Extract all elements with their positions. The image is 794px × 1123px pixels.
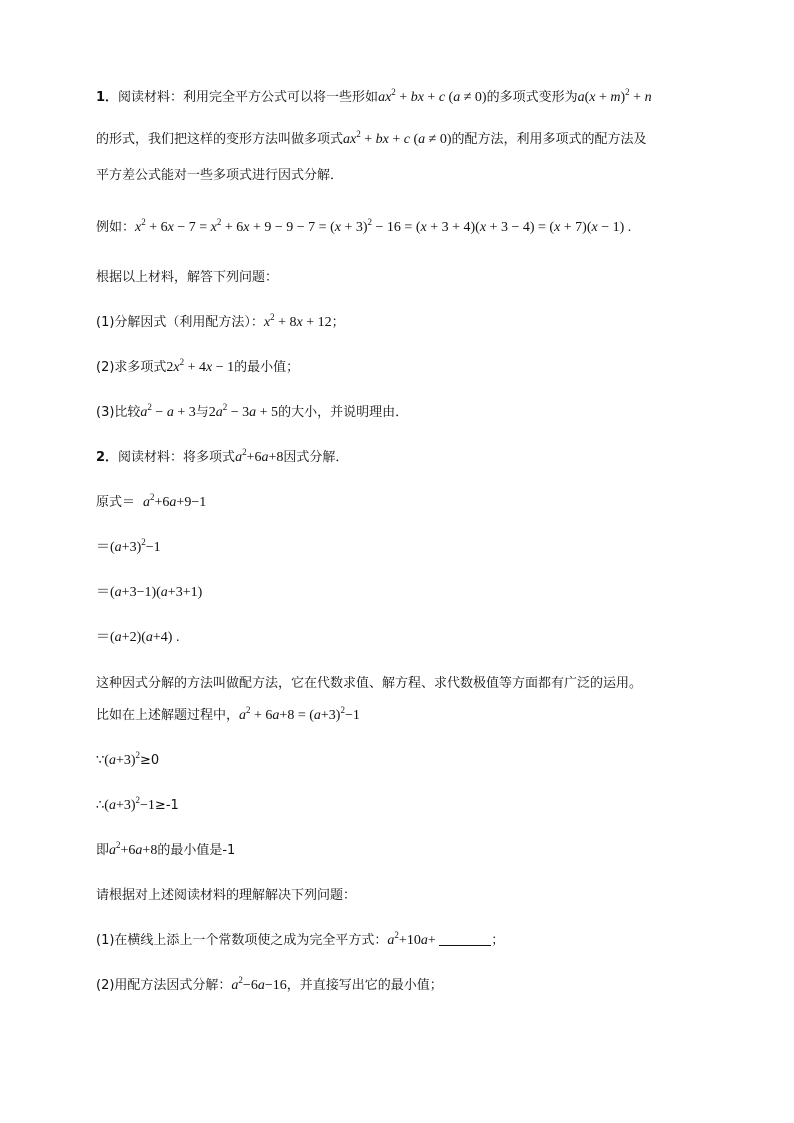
p1-q3-expr-a: $a^2 - a + 3$ xyxy=(140,402,196,420)
p2-q1-end: ； xyxy=(491,933,505,948)
p1-q3-prefix: (3)比较 xyxy=(96,405,141,420)
p2-example-prefix: 比如在上述解题过程中， xyxy=(96,708,240,723)
p1-q3-suffix: 的大小，并说明理由． xyxy=(278,405,409,420)
p2-ineq1: ≥0 xyxy=(140,753,160,768)
p2-example-expr: $a^2 + 6a+8 = (a+3)^2-1$ xyxy=(239,705,360,723)
p1-q1-end: ； xyxy=(331,315,345,330)
p2-conclusion-a: 即 xyxy=(96,843,110,858)
p2-because-expr: $(a+3)^2$ xyxy=(104,750,141,768)
p1-line3 xyxy=(96,166,343,186)
p1-q2 xyxy=(96,358,299,378)
p2-step2-expr: ＝(a+3−1)(a+3+1) xyxy=(96,585,203,600)
p2-conclusion-expr: $a^2+6a+8$ xyxy=(109,840,158,858)
p1-example-label: 例如： xyxy=(96,220,136,235)
p1-intro-d: 的配方法，利用多项式的配方法及 xyxy=(451,132,647,147)
p1-example-expr: $x^2 + 6x - 7 = x^2 + 6x + 9 - 9 - 7 = (x + 3)^2 - 16 = (x + 3 + 4)(x + 3 - 4) = (x + 7)(x - 1)$ . xyxy=(135,217,632,235)
p1-line2 xyxy=(96,130,647,150)
answer-blank[interactable] xyxy=(439,933,491,946)
p1-form-expr-2: $ax^2$ + bx + c (a ≠ 0) xyxy=(343,129,452,147)
p1-q1-prefix: (1)分解因式（利用配方法）： xyxy=(96,315,264,330)
p1-q3-expr-b: $2a^2 - 3a + 5$ xyxy=(208,402,279,420)
p2-step1 xyxy=(96,538,161,558)
p2-step2 xyxy=(96,583,202,603)
p1-q2-suffix: 的最小值； xyxy=(234,360,300,375)
p2-explain-text: 这种因式分解的方法叫做配方法，它在代数求值、解方程、求代数极值等方面都有广泛的运用。 xyxy=(96,676,643,691)
p2-intro-a: 阅读材料：将多项式 xyxy=(118,450,236,465)
p1-form-expr: $ax^2$ + bx + c (a ≠ 0) xyxy=(378,87,487,105)
p2-step3-expr: ＝(a+2)(a+4) . xyxy=(96,630,180,645)
p1-q3 xyxy=(96,403,408,423)
p2-q2-prefix: (2)用配方法因式分解： xyxy=(96,978,232,993)
p2-step0 xyxy=(96,493,206,513)
p1-intro-b: 的多项式变形为 xyxy=(486,90,578,105)
p1-q2-prefix: (2)求多项式 xyxy=(96,360,167,375)
p1-intro-c: 的形式，我们把这样的变形方法叫做多项式 xyxy=(96,132,344,147)
p2-example xyxy=(96,706,360,726)
p1-number: 1． xyxy=(96,90,119,105)
p2-therefore-expr: $(a+3)^2-1$ xyxy=(104,795,155,813)
p2-poly: $a^2+6a+8$ xyxy=(235,447,284,465)
p2-therefore xyxy=(96,796,179,816)
p1-target-expr: $a(x + m)^2 + n$ xyxy=(577,87,652,105)
p2-q1-prefix: (1)在横线上添上一个常数项使之成为完全平方式： xyxy=(96,933,388,948)
p2-explain xyxy=(96,674,642,694)
p2-guide xyxy=(96,886,356,906)
p1-line1 xyxy=(96,88,652,108)
p2-because xyxy=(96,751,159,771)
p2-conclusion-b: 的最小值是-1 xyxy=(157,843,236,858)
p1-guide-text: 根据以上材料，解答下列问题： xyxy=(96,270,279,285)
p2-number: 2． xyxy=(96,450,119,465)
p2-q1-expr: $a^2+10a+$ xyxy=(387,930,440,948)
p1-intro-a: 阅读材料：利用完全平方公式可以将一些形如 xyxy=(118,90,379,105)
p1-q1 xyxy=(96,313,345,333)
p1-intro-e: 平方差公式能对一些多项式进行因式分解． xyxy=(96,168,344,183)
p2-q2-expr: $a^2-6a-16$ xyxy=(231,975,287,993)
p2-guide-text: 请根据对上述阅读材料的理解解决下列问题： xyxy=(96,888,357,903)
p1-q1-expr: $x^2 + 8x + 12$ xyxy=(263,312,332,330)
p2-ineq2: ≥-1 xyxy=(154,798,179,813)
p1-example xyxy=(96,218,631,238)
p2-step3 xyxy=(96,628,179,648)
p2-q1 xyxy=(96,931,504,951)
p1-q3-mid: 与 xyxy=(195,405,209,420)
p2-step1-expr: $=(a+3)^2-1$ xyxy=(96,537,161,555)
p2-intro xyxy=(96,448,348,468)
p1-q2-expr: $2x^2 + 4x - 1$ xyxy=(166,357,235,375)
p2-q2-suffix: ，并直接写出它的最小值； xyxy=(286,978,443,993)
p2-intro-b: 因式分解． xyxy=(283,450,349,465)
p2-therefore-symbol: ∴ xyxy=(96,798,105,813)
p2-step0-expr: $a^2+6a+9-1$ xyxy=(143,492,207,510)
p2-step0-label: 原式＝ xyxy=(96,495,136,510)
p2-because-symbol: ∵ xyxy=(96,753,105,768)
p1-guide xyxy=(96,268,278,288)
p2-conclusion xyxy=(96,841,235,861)
p2-q2 xyxy=(96,976,443,996)
